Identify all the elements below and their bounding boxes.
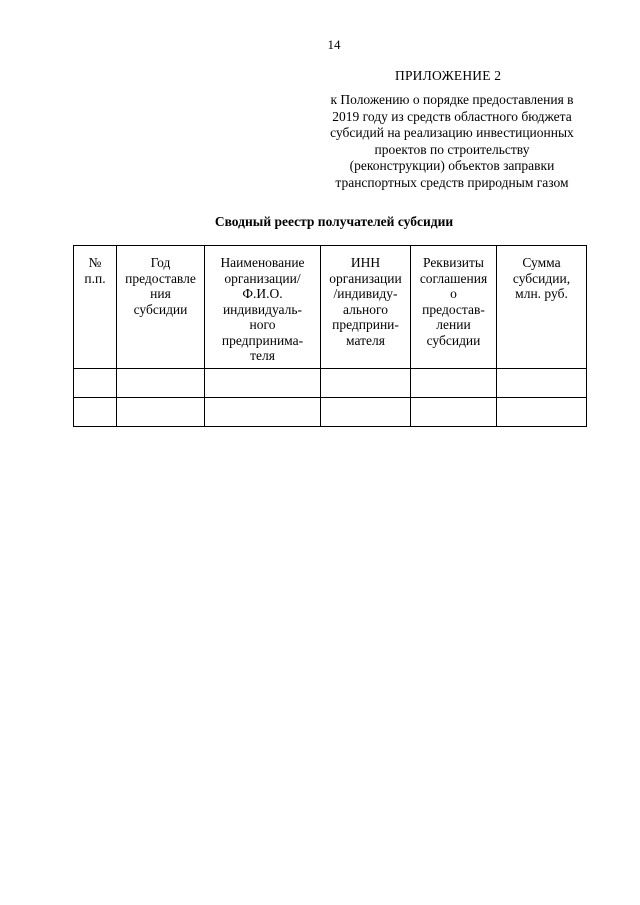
- page-number: 14: [327, 37, 341, 52]
- table-row: [74, 368, 587, 397]
- table-cell: [497, 368, 587, 397]
- table-header-row: [74, 246, 587, 369]
- appendix-description-line: 2019 году из средств областного бюджета: [332, 108, 572, 124]
- table-cell: [497, 397, 587, 426]
- table-cell: [74, 368, 117, 397]
- table-cell: [117, 368, 205, 397]
- header-line: Год: [150, 255, 171, 270]
- table-cell: [205, 397, 321, 426]
- table-row: [74, 397, 587, 426]
- header-line: лении: [436, 317, 471, 332]
- header-line: мателя: [346, 332, 385, 348]
- header-organization-name: [205, 246, 321, 369]
- header-line: ния: [150, 286, 171, 301]
- header-line: млн. руб.: [515, 286, 568, 301]
- header-line: №: [88, 255, 102, 270]
- table-cell: [321, 368, 411, 397]
- header-line: субсидии: [426, 332, 481, 348]
- header-line: индивидуаль-: [222, 301, 303, 317]
- table-cell: [411, 368, 497, 397]
- appendix-description-line: транспортных средств природным газом: [335, 174, 569, 190]
- header-line: предприни-: [332, 317, 399, 332]
- header-inn: [321, 246, 411, 369]
- header-line: предпринима-: [221, 332, 304, 348]
- appendix-description-line: к Положению о порядке предоставления в: [330, 92, 574, 107]
- header-number: [74, 246, 117, 369]
- appendix-description-line: (реконструкции) объектов заправки: [349, 158, 555, 173]
- table-cell: [411, 397, 497, 426]
- header-line: ального: [343, 301, 388, 317]
- table-cell: [321, 397, 411, 426]
- header-line: ИНН: [350, 255, 381, 270]
- header-line: теля: [250, 348, 275, 363]
- appendix-title: ПРИЛОЖЕНИЕ 2: [395, 68, 502, 83]
- header-line: Реквизиты: [422, 255, 484, 270]
- header-line: п.п.: [84, 270, 106, 286]
- header-line: Сумма: [522, 255, 561, 270]
- registry-table: [73, 245, 587, 427]
- header-subsidy-amount: [497, 246, 587, 369]
- header-line: /индивиду-: [333, 286, 398, 301]
- header-line: предостав-: [422, 301, 485, 317]
- header-agreement-details: [411, 246, 497, 369]
- document-title: Сводный реестр получателей субсидии: [214, 214, 454, 229]
- appendix-description-line: субсидий на реализацию инвестиционных: [330, 125, 574, 140]
- header-line: о: [450, 286, 457, 301]
- header-line: Наименование: [220, 255, 305, 270]
- header-line: предоставле: [125, 270, 196, 286]
- table-cell: [74, 397, 117, 426]
- table-cell: [117, 397, 205, 426]
- header-line: организации: [329, 270, 402, 286]
- header-line: Ф.И.О.: [242, 286, 283, 301]
- header-line: ного: [249, 317, 276, 332]
- header-line: субсидии,: [512, 270, 571, 286]
- header-line: соглашения: [419, 270, 488, 286]
- header-line: субсидии: [133, 301, 188, 317]
- header-line: организации/: [224, 270, 301, 286]
- header-year: [117, 246, 205, 369]
- appendix-description: [300, 92, 604, 191]
- appendix-description-line: проектов по строительству: [374, 141, 530, 157]
- table-cell: [205, 368, 321, 397]
